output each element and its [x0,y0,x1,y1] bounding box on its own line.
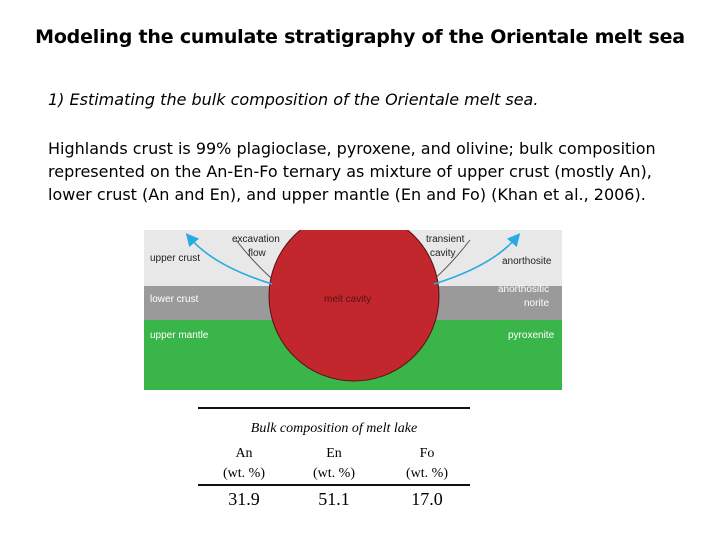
table-cell-en: 51.1 [318,489,350,509]
upper-crust-label: upper crust [150,253,201,264]
table-cell-fo: 17.0 [411,489,443,509]
anorthositic-label: anorthositic [498,284,550,295]
table-header-en [289,444,379,484]
column-name: An [235,446,253,461]
section-subtitle: 1) Estimating the bulk composition of the Orientale melt sea. [48,90,539,109]
norite-label: norite [524,298,550,309]
column-name: Fo [419,446,435,461]
paragraph-line: lower crust (An and En), and upper mantle (En and Fo) (Khan et al., 2006). [48,185,646,204]
table-caption: Bulk composition of melt lake [250,421,418,436]
paragraph-line: Highlands crust is 99% plagioclase, pyroxene, and olivine; bulk composition [48,139,656,158]
table-mid-rule [198,484,470,486]
lower-crust-label: lower crust [150,294,199,305]
table-header-fo [382,444,472,484]
transient-label: transient [426,234,465,245]
excavation-label: excavation [232,234,280,245]
column-unit: (wt. %) [223,466,265,481]
crater-cross-section-figure [144,230,562,390]
description-paragraph [48,137,688,206]
paragraph-line: represented on the An-En-Fo ternary as mixture of upper crust (mostly An), [48,162,652,181]
column-unit: (wt. %) [406,466,448,481]
cavity-label: cavity [430,248,456,259]
upper-mantle-label: upper mantle [150,330,209,341]
table-header-an [199,444,289,484]
column-name: En [326,446,342,461]
column-unit: (wt. %) [313,466,355,481]
table-cell-an: 31.9 [228,489,260,509]
melt-cavity-label: melt cavity [324,294,372,305]
anorthosite-label: anorthosite [502,256,552,267]
slide-title: Modeling the cumulate stratigraphy of the Orientale melt sea [35,26,685,48]
table-top-rule [198,407,470,409]
flow-label: flow [248,248,266,259]
pyroxenite-label: pyroxenite [508,330,555,341]
